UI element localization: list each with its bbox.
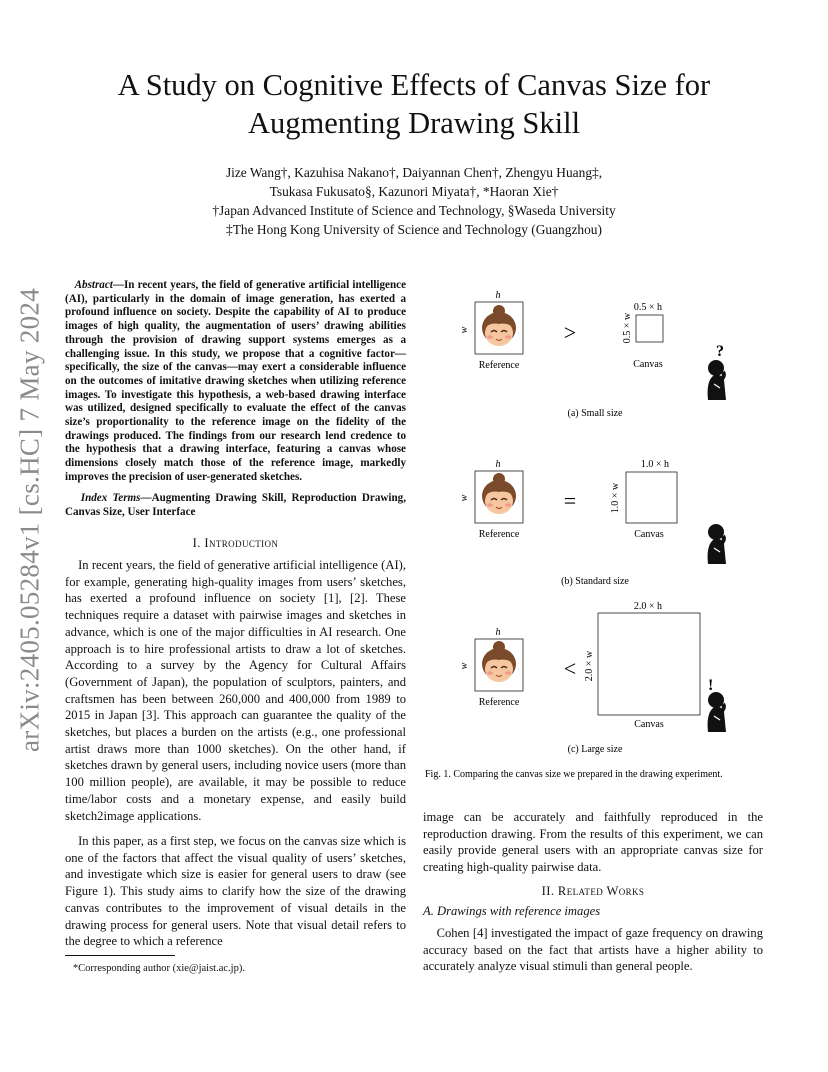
paper-title: A Study on Cognitive Effects of Canvas Size for Augmenting Drawing Skill	[117, 68, 711, 140]
index-terms-text: —Augmenting Drawing Skill, Reproduction Drawing, Canvas Size, User Interface	[65, 492, 406, 518]
panel-b-h-label: h	[495, 459, 501, 470]
panel-a-w-label: w	[459, 326, 470, 334]
girl-face-icon	[482, 473, 516, 514]
panel-c-h-label: h	[495, 627, 501, 638]
author-block	[100, 163, 728, 239]
affiliation-line-1: †Japan Advanced Institute of Science and Technology, §Waseda University	[212, 203, 616, 218]
panel-a-reference-label: Reference	[478, 360, 520, 371]
panel-a-operator: >	[563, 320, 577, 345]
panel-c-operator: <	[563, 656, 577, 681]
figure-panel-small	[459, 290, 726, 419]
panel-a-h-label: h	[495, 290, 501, 301]
panel-b-reference-label: Reference	[478, 529, 520, 540]
panel-b-operator: =	[563, 488, 577, 513]
author-line-2: Tsukasa Fukusato§, Kazunori Miyata†, *Haoran Xie†	[269, 184, 559, 199]
panel-c-canvas-frame	[598, 613, 700, 715]
panel-b-canvas-frame	[626, 472, 677, 523]
panel-b-canvas-label: Canvas	[634, 529, 664, 540]
related-works-paragraph-1-text: Cohen [4] investigated the impact of gaze frequency on drawing accuracy based on the fact that artists have a higher ability to accurately analyze visual stimuli than general people.	[423, 926, 763, 974]
panel-c-canvas-label: Canvas	[634, 719, 664, 730]
girl-face-icon	[482, 305, 516, 346]
intro-paragraph-2-text: In this paper, as a first step, we focus on the canvas size which is one of the factors that affect the visual quality of users’ sketches, and investigate which size is easier for general users to draw (see Figure 1). This study aims to clarify how the size of the drawing canvas contributes to the improvement of visual details in the drawing process for general users. Note that visual detail refers to the degree to which a reference	[65, 834, 407, 949]
affiliation-line-2: ‡The Hong Kong University of Science and Technology (Guangzhou)	[226, 222, 602, 237]
subsection-a-heading: A. Drawings with reference images	[423, 904, 601, 918]
abstract-label: Abstract	[74, 279, 113, 291]
panel-c-canvas-h: 2.0 × h	[633, 601, 663, 612]
abstract	[65, 279, 406, 485]
panel-b-canvas-h: 1.0 × h	[640, 459, 670, 470]
question-mark-icon: ?	[716, 343, 724, 360]
panel-a-caption: (a) Small size	[567, 408, 623, 419]
figure-1-caption: Fig. 1. Comparing the canvas size we prepared in the drawing experiment.	[425, 769, 723, 780]
panel-c-reference-label: Reference	[478, 697, 520, 708]
panel-a-canvas-frame	[636, 315, 663, 342]
panel-c-caption: (c) Large size	[567, 744, 623, 755]
thinking-person-icon	[708, 692, 726, 732]
index-terms-label: Index Terms	[80, 492, 141, 504]
panel-b-caption: (b) Standard size	[561, 576, 629, 587]
index-terms	[65, 492, 406, 519]
abstract-text: —In recent years, the field of generative artificial intelligence (AI), particularly in the domain of image generation, has exerted a profound influence on society. Despite the capability of AI to produce images of high quality, the augmentation of users’ drawing abilities through the provision of drawing support systems emerges as a challenging issue. In this study, we propose that a cognitive factor—specifically, the size of the canvas—may exert a considerable influence on the outcomes of imitative drawing sketches when utilizing reference images. To investigate this hypothesis, a web-based drawing interface was utilized, designed specifically to evaluate the effect of the canvas size’s proportionality to the reference image on the fidelity of the drawings produced. The findings from our research lend credence to the hypothesis that a drawing interface, featuring a canvas whose dimensions closely match those of the reference image, markedly improves the precision of user-generated sketches.	[65, 279, 406, 483]
section-1-heading: I. Introduction	[192, 536, 279, 550]
panel-a-canvas-w: 0.5 × w	[622, 312, 633, 344]
related-works-paragraph-1	[423, 925, 763, 975]
thinking-person-icon	[708, 524, 726, 564]
footnote-text: *Corresponding author (xie@jaist.ac.jp).	[72, 963, 245, 974]
section-2-heading: II. Related Works	[541, 884, 645, 898]
panel-b-canvas-w: 1.0 × w	[610, 482, 621, 514]
intro-paragraph-3: image can be accurately and faithfully reproduced in the reproduction drawing. From the results of this experiment, we can easily provide general users with an appropriate canvas size for creating high-quality pairwise data.	[423, 810, 763, 875]
arxiv-side-label: arXiv:2405.05284v1 [cs.HC] 7 May 2024	[14, 287, 45, 753]
intro-paragraph-1-text: In recent years, the field of generative artificial intelligence (AI), for example, generating high-quality images from users’ sketches, has exerted a profound influence on society [1], [2]. These techniques require a dataset with pairwise images and sketches in advance, which is one of the major difficulties in AI research. One approach is to hire professional artists to draw a lot of sketches. According to a survey by the Agency for Cultural Affairs (Government of Japan), the population of sculptors, painters, and craftsmen has been between 260,000 and 400,000 from 1989 to 2015 in Japan [3]. This approach can guarantee the quality of the sketches, but places a burden on the artists (e.g., one professional artist draws more than 1000 sketches). On the other hand, if sketches drawn by general users, including novice users (more than 100 million people), are available, it may be possible to reduce time/labor costs and a monetary expense, and easily build sketch2image applications.	[65, 558, 407, 823]
footnote	[65, 962, 406, 975]
panel-a-canvas-h: 0.5 × h	[633, 302, 663, 313]
thinking-person-icon	[708, 360, 726, 400]
intro-paragraph-1	[65, 557, 406, 824]
exclamation-mark-icon: !	[708, 677, 714, 694]
panel-a-canvas-label: Canvas	[633, 359, 663, 370]
girl-face-icon	[482, 641, 516, 682]
footnote-rule	[65, 955, 175, 956]
panel-c-canvas-w: 2.0 × w	[584, 650, 595, 682]
panel-c-w-label: w	[459, 662, 470, 670]
figure-1	[420, 280, 770, 780]
author-line-1: Jize Wang†, Kazuhisa Nakano†, Daiyannan Chen†, Zhengyu Huang‡,	[225, 165, 603, 180]
intro-paragraph-2	[65, 833, 406, 950]
figure-panel-large	[459, 601, 726, 755]
panel-b-w-label: w	[459, 494, 470, 502]
figure-panel-standard	[459, 459, 726, 587]
